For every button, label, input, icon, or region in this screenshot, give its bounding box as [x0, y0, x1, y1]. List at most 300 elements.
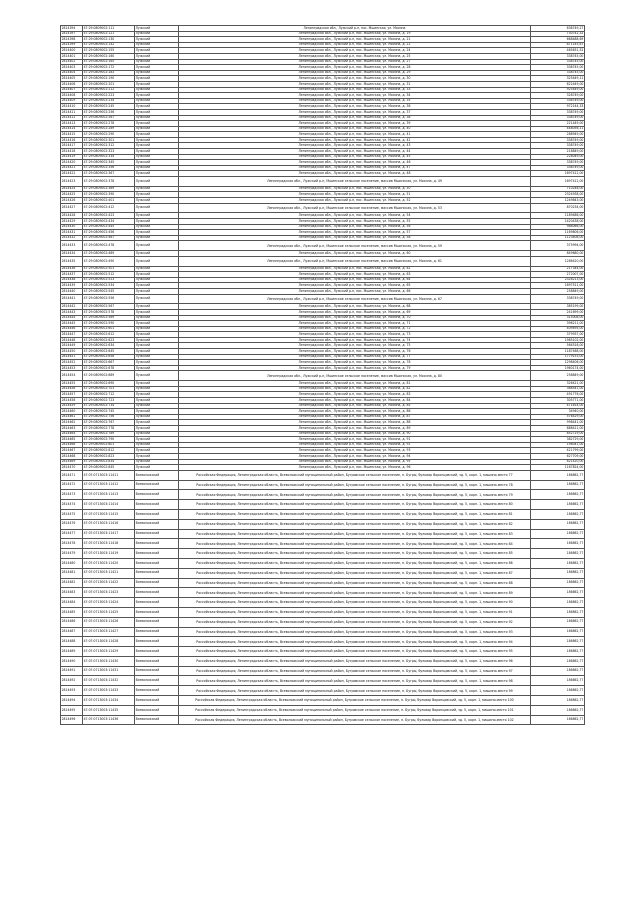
address-cell: Ленинградская обл., Лужский р-н, Мшинское сельское поселение, массив Мшинская, ул. Мосина, д. 61: [179, 256, 531, 266]
district-cell: Всеволожский: [135, 529, 179, 539]
row-number-cell: 2814461: [61, 414, 83, 420]
district-cell: Всеволожский: [135, 696, 179, 706]
row-number-cell: 2814457: [61, 392, 83, 398]
cadastral-value-cell: 710248,00: [531, 186, 585, 192]
cadastral-value-cell: 421799,00: [531, 448, 585, 454]
cadastral-number-cell: 47:29:0809002:412: [83, 203, 135, 213]
table-row: [61, 256, 585, 266]
cadastral-number-cell: 47:29:0809002:690: [83, 381, 135, 387]
address-cell: Ленинградская обл., Лужский р-н, пос. Мшинская, ул. Мосина, д. 42: [179, 137, 531, 143]
cadastral-value-cell: 1779153,00: [531, 354, 585, 360]
table-row: [61, 666, 585, 676]
address-cell: Ленинградская обл., Лужский р-н, пос. Мшинская, ул. Мосина, д. 36: [179, 104, 531, 110]
row-number-cell: 2814437: [61, 272, 83, 278]
district-cell: Лужский: [135, 76, 179, 82]
address-cell: Ленинградская обл., Лужский р-н, пос. Мшинская, ул. Мосина, д. 30: [179, 76, 531, 82]
row-number-cell: 2814472: [61, 480, 83, 490]
address-cell: Ленинградская обл., Лужский р-н, пос. Мшинская, ул. Мосина, д. 48: [179, 171, 531, 177]
cadastral-value-cell: 471614,00: [531, 403, 585, 409]
address-cell: Ленинградская обл., Лужский р-н, пос. Мшинская, ул. Мосина, д. 58: [179, 235, 531, 241]
address-cell: Ленинградская обл., Лужский р-н, пос. Мшинская, ул. Мосина, д. 82: [179, 386, 531, 392]
cadastral-value-cell: 1187468,00: [531, 349, 585, 355]
address-cell: Ленинградская обл., Лужский р-н, пос. Мшинская, ул. Мосина, д. 77: [179, 354, 531, 360]
cadastral-value-cell: 871145,87: [531, 42, 585, 48]
row-number-cell: 2814421: [61, 165, 83, 171]
address-cell: Ленинградская обл., Лужский р-н, пос. Мшинская, ул. Мосина, д. 25: [179, 53, 531, 59]
district-cell: Лужский: [135, 437, 179, 443]
district-cell: Лужский: [135, 266, 179, 272]
table-row: [61, 656, 585, 666]
cadastral-number-cell: 47:29:0809002:767: [83, 420, 135, 426]
address-cell: Ленинградская обл., Лужский р-н, пос. Мшинская, ул. Мосина, д. 69: [179, 309, 531, 315]
address-cell: Российская Федерация, Ленинградская область, Всеволожский муниципальный район, Бугровское сельское поселение, п. Бугры, бульвар Воронцовский, зд. 5, корп. 1, машино-место 97: [179, 666, 531, 676]
address-cell: Ленинградская обл., Лужский р-н, пос. Мшинская, ул. Мосина, д. 56: [179, 224, 531, 230]
cadastral-number-cell: 47:29:0809002:278: [83, 121, 135, 127]
row-number-cell: 2814488: [61, 637, 83, 647]
cadastral-value-cell: 925449,00: [531, 87, 585, 93]
cadastral-value-cell: 409495,00: [531, 326, 585, 332]
cadastral-number-cell: 47:29:0809002:601: [83, 326, 135, 332]
row-number-cell: 2814434: [61, 251, 83, 257]
address-cell: Ленинградская обл., Лужский р-н, пос. Мшинская, ул. Мосина, д. 21: [179, 37, 531, 43]
address-cell: Ленинградская обл., Лужский р-н, пос. Мшинская, ул. Мосина, д. 31: [179, 81, 531, 87]
district-cell: Всеволожский: [135, 656, 179, 666]
district-cell: Лужский: [135, 321, 179, 327]
cadastral-number-cell: 47:29:0809002:545: [83, 288, 135, 294]
cadastral-number-cell: 47:07:0713003:11432: [83, 676, 135, 686]
address-cell: Ленинградская обл., Лужский р-н, пос. Мшинская, ул. Мосина, д. 84: [179, 398, 531, 404]
table-row: [61, 480, 585, 490]
row-number-cell: 2814439: [61, 283, 83, 289]
district-cell: Всеволожский: [135, 598, 179, 608]
district-cell: Всеволожский: [135, 607, 179, 617]
address-cell: Ленинградская обл., Лужский р-н, пос. Мшинская, ул. Мосина, д. 38: [179, 115, 531, 121]
cadastral-number-cell: 47:29:0809002:389: [83, 186, 135, 192]
cadastral-value-cell: 186862,77: [531, 558, 585, 568]
cadastral-number-cell: 47:29:0809002:467: [83, 235, 135, 241]
row-number-cell: 2814481: [61, 568, 83, 578]
district-cell: Лужский: [135, 309, 179, 315]
address-cell: Ленинградская обл., Лужский р-н, пос. Мшинская, ул. Мосина, д. 39: [179, 121, 531, 127]
address-cell: Российская Федерация, Ленинградская область, Всеволожский муниципальный район, Бугровское сельское поселение, п. Бугры, бульвар Воронцовский, зд. 5, корп. 1, машино-место 85: [179, 549, 531, 559]
row-number-cell: 2814436: [61, 266, 83, 272]
cadastral-value-cell: 186862,77: [531, 470, 585, 480]
address-cell: Ленинградская обл., Лужский р-н, пос. Мшинская, ул. Мосина, д. 93: [179, 448, 531, 454]
row-number-cell: 2814397: [61, 31, 83, 37]
cadastral-number-cell: 47:29:0809002:689: [83, 371, 135, 381]
address-cell: Ленинградская обл., Лужский р-н, пос. Мшинская, ул. Мосина, д. 45: [179, 154, 531, 160]
cadastral-value-cell: 338749,00: [531, 98, 585, 104]
cadastral-value-cell: 1697412,00: [531, 177, 585, 187]
cadastral-value-cell: 186862,77: [531, 647, 585, 657]
district-cell: Всеволожский: [135, 715, 179, 725]
table-row: [61, 568, 585, 578]
cadastral-value-cell: 988066,00: [531, 224, 585, 230]
row-number-cell: 2814480: [61, 558, 83, 568]
row-number-cell: 2814473: [61, 490, 83, 500]
address-cell: Ленинградская обл., Лужский р-н, пос. Мшинская, ул. Мосина, д. 24: [179, 48, 531, 54]
cadastral-value-cell: 622449,00: [531, 81, 585, 87]
address-cell: Ленинградская обл., Лужский р-н, Мшинское сельское поселение, массив Мшинская, ул. Мосина, д. 80: [179, 371, 531, 381]
cadastral-number-cell: 47:29:0809002:456: [83, 230, 135, 236]
cadastral-value-cell: 186862,77: [531, 480, 585, 490]
district-cell: Лужский: [135, 343, 179, 349]
cadastral-number-cell: 47:29:0809002:130: [83, 37, 135, 43]
table-row: [61, 509, 585, 519]
district-cell: Лужский: [135, 365, 179, 371]
district-cell: Всеволожский: [135, 588, 179, 598]
address-cell: Ленинградская обл., Лужский р-н, пос. Мшинская, ул. Мосина, д. 41: [179, 132, 531, 138]
district-cell: Лужский: [135, 392, 179, 398]
row-number-cell: 2814462: [61, 420, 83, 426]
district-cell: Всеволожский: [135, 539, 179, 549]
cadastral-value-cell: 1298406,00: [531, 360, 585, 366]
address-cell: Ленинградская обл., Лужский р-н, пос. Мшинская, ул. Мосина, д. 78: [179, 360, 531, 366]
cadastral-value-cell: 564516,00: [531, 343, 585, 349]
address-cell: Российская Федерация, Ленинградская область, Всеволожский муниципальный район, Бугровское сельское поселение, п. Бугры, бульвар Воронцовский, зд. 5, корп. 1, машино-место 80: [179, 500, 531, 510]
district-cell: Лужский: [135, 31, 179, 37]
table-row: [61, 715, 585, 725]
cadastral-number-cell: 47:07:0713003:11436: [83, 715, 135, 725]
table-row: [61, 617, 585, 627]
address-cell: Ленинградская обл., Лужский р-н, пос. Мшинская, ул. Мосина, д. 29: [179, 70, 531, 76]
district-cell: Лужский: [135, 426, 179, 432]
address-cell: Российская Федерация, Ленинградская область, Всеволожский муниципальный район, Бугровское сельское поселение, п. Бугры, бульвар Воронцовский, зд. 5, корп. 1, машино-место 102: [179, 715, 531, 725]
address-cell: Ленинградская обл., Лужский р-н, пос. Мшинская, ул. Мосина, д. 28: [179, 65, 531, 71]
cadastral-value-cell: 368541,00: [531, 386, 585, 392]
cadastral-number-cell: 47:29:0809002:172: [83, 65, 135, 71]
district-cell: Всеволожский: [135, 500, 179, 510]
cadastral-value-cell: 1697412,00: [531, 171, 585, 177]
address-cell: Ленинградская обл., Лужский р-н, пос. Мшинская, ул. Мосина, д. 34: [179, 93, 531, 99]
cadastral-number-cell: 47:29:0809002:256: [83, 109, 135, 115]
address-cell: Ленинградская обл., Лужский р-н, пос. Мшинская, ул. Мосина, д. 72: [179, 326, 531, 332]
row-number-cell: 2814487: [61, 627, 83, 637]
row-number-cell: 2814433: [61, 241, 83, 251]
row-number-cell: 2814465: [61, 437, 83, 443]
cadastral-value-cell: 338745,00: [531, 59, 585, 65]
cadastral-value-cell: 338745,00: [531, 65, 585, 71]
cadastral-value-cell: 576429,00: [531, 414, 585, 420]
table-body: [61, 26, 585, 725]
address-cell: Ленинградская обл., Лужский р-н, пос. Мшинская, ул. Мосина, д. 19: [179, 31, 531, 37]
address-cell: Ленинградская обл., Лужский р-н, пос. Мшинская, ул. Мосина, д. 64: [179, 277, 531, 283]
address-cell: Ленинградская обл., Лужский р-н, пос. Мшинская, ул. Мосина, д. 66: [179, 288, 531, 294]
address-cell: Ленинградская обл., Лужский р-н, пос. Мшинская, ул. Мосина, д. 73: [179, 332, 531, 338]
cadastral-number-cell: 47:29:0809002:501: [83, 266, 135, 272]
row-number-cell: 2814469: [61, 459, 83, 465]
row-number-cell: 2814483: [61, 588, 83, 598]
table-row: [61, 549, 585, 559]
cadastral-value-cell: 338749,00: [531, 160, 585, 166]
cadastral-number-cell: 47:29:0809002:823: [83, 453, 135, 459]
row-number-cell: 2814444: [61, 315, 83, 321]
district-cell: Всеволожский: [135, 549, 179, 559]
cadastral-value-cell: 870234,00: [531, 203, 585, 213]
address-cell: Российская Федерация, Ленинградская область, Всеволожский муниципальный район, Бугровское сельское поселение, п. Бугры, бульвар Воронцовский, зд. 5, корп. 1, машино-место 86: [179, 558, 531, 568]
row-number-cell: 2814415: [61, 132, 83, 138]
address-cell: Ленинградская обл., Лужский р-н, пос. Мшинская, ул. Мосина, д. 54: [179, 213, 531, 219]
row-number-cell: 2814454: [61, 371, 83, 381]
row-number-cell: 2814459: [61, 403, 83, 409]
row-number-cell: 2814398: [61, 37, 83, 43]
cadastral-number-cell: 47:29:0809002:201: [83, 81, 135, 87]
district-cell: Всеволожский: [135, 509, 179, 519]
row-number-cell: 2814423: [61, 177, 83, 187]
cadastral-number-cell: 47:07:0713003:11429: [83, 647, 135, 657]
cadastral-number-cell: 47:29:0809002:490: [83, 256, 135, 266]
district-cell: Лужский: [135, 386, 179, 392]
row-number-cell: 2814466: [61, 442, 83, 448]
row-number-cell: 2814460: [61, 409, 83, 415]
cadastral-number-cell: 47:07:0713003:11420: [83, 558, 135, 568]
row-number-cell: 2814440: [61, 288, 83, 294]
table-row: [61, 705, 585, 715]
district-cell: Лужский: [135, 186, 179, 192]
cadastral-number-cell: 47:29:0809002:790: [83, 437, 135, 443]
cadastral-value-cell: 186862,77: [531, 656, 585, 666]
cadastral-number-cell: 47:29:0809002:367: [83, 171, 135, 177]
cadastral-number-cell: 47:07:0713003:11430: [83, 656, 135, 666]
cadastral-number-cell: 47:29:0809002:190: [83, 76, 135, 82]
row-number-cell: 2814399: [61, 42, 83, 48]
district-cell: Лужский: [135, 70, 179, 76]
table-row: [61, 519, 585, 529]
address-cell: Ленинградская обл., Лужский р-н, пос. Мшинская, ул. Мосина, д. 35: [179, 98, 531, 104]
table-row: [61, 500, 585, 510]
district-cell: Лужский: [135, 137, 179, 143]
address-cell: Российская Федерация, Ленинградская область, Всеволожский муниципальный район, Бугровское сельское поселение, п. Бугры, бульвар Воронцовский, зд. 5, корп. 1, машино-место 94: [179, 637, 531, 647]
row-number-cell: 2814419: [61, 154, 83, 160]
cadastral-number-cell: 47:29:0809002:678: [83, 365, 135, 371]
row-number-cell: 2814425: [61, 192, 83, 198]
cadastral-number-cell: 47:29:0809002:234: [83, 98, 135, 104]
cadastral-number-cell: 47:29:0809002:390: [83, 192, 135, 198]
address-cell: Ленинградская обл., Лужский р-н, пос. Мшинская, ул. Мосина, д. 87: [179, 414, 531, 420]
cadastral-number-cell: 47:29:0809002:845: [83, 465, 135, 471]
district-cell: Всеволожский: [135, 647, 179, 657]
district-cell: Всеволожский: [135, 617, 179, 627]
cadastral-value-cell: 396211,00: [531, 321, 585, 327]
district-cell: Лужский: [135, 93, 179, 99]
district-cell: Всеволожский: [135, 480, 179, 490]
cadastral-value-cell: 379937,00: [531, 332, 585, 338]
row-number-cell: 2814409: [61, 98, 83, 104]
cadastral-number-cell: 47:07:0713003:11411: [83, 470, 135, 480]
district-cell: Лужский: [135, 219, 179, 225]
row-number-cell: 2814452: [61, 360, 83, 366]
row-number-cell: 2814453: [61, 365, 83, 371]
address-cell: Ленинградская обл., Лужский р-н, пос. Мшинская, ул. Мосина, д. 68: [179, 304, 531, 310]
row-number-cell: 2814429: [61, 219, 83, 225]
row-number-cell: 2814420: [61, 160, 83, 166]
row-number-cell: 2814424: [61, 186, 83, 192]
district-cell: Лужский: [135, 26, 179, 32]
address-cell: Ленинградская обл., Лужский р-н, пос. Мшинская, ул. Мосина, д. 92: [179, 442, 531, 448]
district-cell: Всеволожский: [135, 666, 179, 676]
district-cell: Лужский: [135, 251, 179, 257]
cadastral-number-cell: 47:29:0809002:345: [83, 160, 135, 166]
row-number-cell: 2814448: [61, 337, 83, 343]
cadastral-number-cell: 47:07:0713003:11423: [83, 588, 135, 598]
district-cell: Лужский: [135, 371, 179, 381]
row-number-cell: 2814474: [61, 500, 83, 510]
cadastral-number-cell: 47:29:0809002:723: [83, 398, 135, 404]
cadastral-number-cell: 47:07:0713003:11431: [83, 666, 135, 676]
cadastral-value-cell: 272007,00: [531, 272, 585, 278]
district-cell: Лужский: [135, 283, 179, 289]
cadastral-number-cell: 47:29:0809002:289: [83, 126, 135, 132]
cadastral-number-cell: 47:29:0809002:556: [83, 294, 135, 304]
table-row: [61, 578, 585, 588]
cadastral-number-cell: 47:29:0809002:212: [83, 87, 135, 93]
cadastral-value-cell: 186862,77: [531, 509, 585, 519]
cadastral-number-cell: 47:29:0809002:312: [83, 143, 135, 149]
cadastral-value-cell: 315008,00: [531, 315, 585, 321]
address-cell: Российская Федерация, Ленинградская область, Всеволожский муниципальный район, Бугровское сельское поселение, п. Бугры, бульвар Воронцовский, зд. 5, корп. 1, машино-место 93: [179, 627, 531, 637]
table-row: [61, 241, 585, 251]
district-cell: Лужский: [135, 414, 179, 420]
cadastral-number-cell: 47:29:0809002:634: [83, 343, 135, 349]
row-number-cell: 2814430: [61, 224, 83, 230]
row-number-cell: 2814495: [61, 705, 83, 715]
cadastral-number-cell: 47:07:0713003:11414: [83, 500, 135, 510]
row-number-cell: 2814447: [61, 332, 83, 338]
address-cell: Российская Федерация, Ленинградская область, Всеволожский муниципальный район, Бугровское сельское поселение, п. Бугры, бульвар Воронцовский, зд. 5, корп. 1, машино-место 95: [179, 647, 531, 657]
cadastral-number-cell: 47:07:0713003:11424: [83, 598, 135, 608]
address-cell: Ленинградская обл., Лужский р-н, пос. Мшинская, ул. Мосина, д. 94: [179, 453, 531, 459]
district-cell: Лужский: [135, 349, 179, 355]
cadastral-number-cell: 47:29:0809002:401: [83, 198, 135, 204]
cadastral-value-cell: 385199,00: [531, 304, 585, 310]
district-cell: Всеволожский: [135, 490, 179, 500]
cadastral-value-cell: 186862,77: [531, 676, 585, 686]
cadastral-value-cell: 382729,00: [531, 437, 585, 443]
cadastral-number-cell: 47:29:0809002:165: [83, 59, 135, 65]
cadastral-number-cell: 47:07:0713003:11428: [83, 637, 135, 647]
district-cell: Лужский: [135, 420, 179, 426]
cadastral-number-cell: 47:07:0713003:11422: [83, 578, 135, 588]
address-cell: Ленинградская обл., Лужский р-н, пос. Мшинская, ул. Мосина, д. 62: [179, 266, 531, 272]
address-cell: Российская Федерация, Ленинградская область, Всеволожский муниципальный район, Бугровское сельское поселение, п. Бугры, бульвар Воронцовский, зд. 5, корп. 1, машино-место 87: [179, 568, 531, 578]
district-cell: Лужский: [135, 65, 179, 71]
cadastral-number-cell: 47:29:0809002:589: [83, 315, 135, 321]
row-number-cell: 2814410: [61, 104, 83, 110]
row-number-cell: 2814413: [61, 121, 83, 127]
address-cell: Ленинградская обл., Лужский р-н, пос. Мшинская, ул. Мосина, д. 40: [179, 126, 531, 132]
table-row: [61, 607, 585, 617]
cadastral-value-cell: 730742,32: [531, 31, 585, 37]
cadastral-number-cell: 47:29:0809002:434: [83, 219, 135, 225]
cadastral-value-cell: 338749,00: [531, 294, 585, 304]
district-cell: Лужский: [135, 149, 179, 155]
row-number-cell: 2814432: [61, 235, 83, 241]
district-cell: Лужский: [135, 337, 179, 343]
cadastral-value-cell: 338749,00: [531, 115, 585, 121]
cadastral-number-cell: 47:07:0713003:11419: [83, 549, 135, 559]
cadastral-value-cell: 217344,00: [531, 266, 585, 272]
cadastral-number-cell: 47:29:0809002:789: [83, 431, 135, 437]
address-cell: Российская Федерация, Ленинградская область, Всеволожский муниципальный район, Бугровское сельское поселение, п. Бугры, бульвар Воронцовский, зд. 5, корп. 1, машино-место 92: [179, 617, 531, 627]
district-cell: Лужский: [135, 360, 179, 366]
cadastral-number-cell: 47:07:0713003:11418: [83, 539, 135, 549]
district-cell: Лужский: [135, 154, 179, 160]
cadastral-value-cell: 186862,77: [531, 539, 585, 549]
cadastral-value-cell: 1286420,00: [531, 256, 585, 266]
cadastral-number-cell: 47:29:0809002:121: [83, 31, 135, 37]
address-cell: Ленинградская обл., Лужский р-н, пос. Мшинская, ул. Мосина, д. 86: [179, 409, 531, 415]
district-cell: Лужский: [135, 81, 179, 87]
address-cell: Ленинградская обл., Лужский р-н, пос. Мшинская, ул. Мосина, д. 70: [179, 315, 531, 321]
row-number-cell: 2814405: [61, 76, 83, 82]
row-number-cell: 2814401: [61, 53, 83, 59]
address-cell: Российская Федерация, Ленинградская область, Всеволожский муниципальный район, Бугровское сельское поселение, п. Бугры, бульвар Воронцовский, зд. 5, корп. 1, машино-место 79: [179, 490, 531, 500]
address-cell: Ленинградская обл., Лужский р-н, пос. Мшинская, ул. Мосина, д. 83: [179, 392, 531, 398]
cadastral-value-cell: 288949,00: [531, 132, 585, 138]
cadastral-value-cell: 186862,77: [531, 500, 585, 510]
row-number-cell: 2814402: [61, 59, 83, 65]
address-cell: Ленинградская обл., Лужский р-н, пос. Мшинская, ул. Мосина, д. 27: [179, 59, 531, 65]
table-row: [61, 558, 585, 568]
cadastral-value-cell: 186862,77: [531, 529, 585, 539]
district-cell: Лужский: [135, 315, 179, 321]
cadastral-value-cell: 1169806,00: [531, 230, 585, 236]
cadastral-number-cell: 47:29:0809002:612: [83, 332, 135, 338]
district-cell: Лужский: [135, 332, 179, 338]
cadastral-number-cell: 47:29:0809002:245: [83, 104, 135, 110]
address-cell: Ленинградская обл., Лужский р-н, пос. Мшинская, ул. Мосина, д. 71: [179, 321, 531, 327]
address-cell: Ленинградская обл., Лужский р-н, пос. Мшинская, ул. Мосина, д. 85: [179, 403, 531, 409]
cadastral-value-cell: 228049,00: [531, 154, 585, 160]
address-cell: Ленинградская обл., Лужский р-н, пос. Мшинская, ул. Мосина, д. 52: [179, 198, 531, 204]
district-cell: Лужский: [135, 109, 179, 115]
address-cell: Российская Федерация, Ленинградская область, Всеволожский муниципальный район, Бугровское сельское поселение, п. Бугры, бульвар Воронцовский, зд. 5, корп. 1, машино-место 101: [179, 705, 531, 715]
district-cell: Лужский: [135, 115, 179, 121]
district-cell: Лужский: [135, 177, 179, 187]
district-cell: Лужский: [135, 442, 179, 448]
cadastral-value-cell: 186862,77: [531, 598, 585, 608]
district-cell: Лужский: [135, 59, 179, 65]
row-number-cell: 2814496: [61, 715, 83, 725]
table-row: [61, 529, 585, 539]
district-cell: Лужский: [135, 37, 179, 43]
address-cell: Ленинградская обл., Лужский р-н, пос. Мшинская, ул. Мосина, д. 89: [179, 426, 531, 432]
address-cell: Российская Федерация, Ленинградская область, Всеволожский муниципальный район, Бугровское сельское поселение, п. Бугры, бульвар Воронцовский, зд. 5, корп. 1, машино-место 78: [179, 480, 531, 490]
cadastral-number-cell: 47:29:0809002:223: [83, 93, 135, 99]
district-cell: Лужский: [135, 448, 179, 454]
table-row: [61, 637, 585, 647]
district-cell: Лужский: [135, 403, 179, 409]
district-cell: Лужский: [135, 326, 179, 332]
district-cell: Всеволожский: [135, 627, 179, 637]
row-number-cell: 2814394: [61, 26, 83, 32]
address-cell: Ленинградская обл., Лужский р-н, пос. Мшинская, ул. Мосина, д. 81: [179, 381, 531, 387]
row-number-cell: 2814426: [61, 198, 83, 204]
row-number-cell: 2814446: [61, 326, 83, 332]
cadastral-value-cell: 186862,77: [531, 686, 585, 696]
cadastral-value-cell: 849680,00: [531, 251, 585, 257]
district-cell: Лужский: [135, 409, 179, 415]
row-number-cell: 2814414: [61, 126, 83, 132]
row-number-cell: 2814422: [61, 171, 83, 177]
row-number-cell: 2814449: [61, 343, 83, 349]
cadastral-number-cell: 47:29:0809002:834: [83, 459, 135, 465]
row-number-cell: 2814427: [61, 203, 83, 213]
cadastral-value-cell: 998441,00: [531, 420, 585, 426]
table-row: [61, 203, 585, 213]
cadastral-value-cell: 328749,00: [531, 93, 585, 99]
cadastral-value-cell: 186862,77: [531, 490, 585, 500]
